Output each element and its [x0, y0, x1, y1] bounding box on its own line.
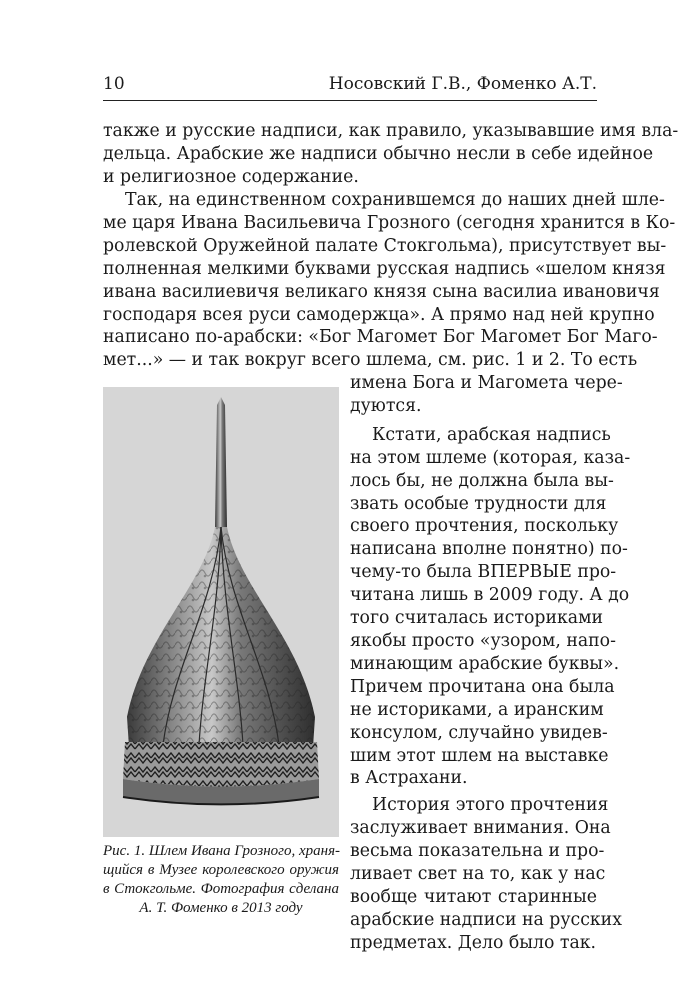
text-line: в Астрахани. [350, 768, 468, 789]
text-line: написано по-арабски: «Бог Магомет Бог Магомет Бог Маго- [103, 327, 658, 348]
text-line: вообще читают старинные [350, 886, 597, 907]
text-line: ролевской Оружейной палате Стокгольма), присутствует вы- [103, 235, 667, 256]
text-line: дельца. Арабские же надписи обычно несли в себе идейное [103, 143, 654, 164]
text-line: Так, на единственном сохранившемся до наших дней шле- [125, 190, 665, 210]
text-line: дуются. [350, 395, 422, 416]
text-line: написана вполне понятно) по- [350, 539, 628, 560]
text-line: ливает свет на то, как у нас [350, 864, 606, 885]
text-line: История этого прочтения [372, 795, 609, 816]
helmet-photo-icon [103, 387, 339, 837]
column-text [350, 372, 631, 955]
text-line: полненная мелкими буквами русская надпись «шелом князя [103, 258, 666, 279]
text-line: звать особые трудности для [350, 493, 607, 514]
text-line: заслуживает внимания. Она [350, 818, 611, 839]
helmet-figure [103, 387, 339, 837]
text-line: своего прочтения, поскольку [350, 516, 619, 537]
text-line: минающим арабские буквы». [350, 653, 620, 674]
text-line: мет...» — и так вокруг всего шлема, см. рис. 1 и 2. То есть [103, 350, 638, 371]
caption-line: Рис. 1. Шлем Ивана Грозного, храня- [103, 843, 341, 859]
text-line: читана лишь в 2009 году. А до [350, 585, 630, 606]
page-number: 10 [103, 74, 125, 94]
text-line: на этом шлеме (которая, каза- [350, 447, 631, 468]
figure-caption [103, 842, 339, 918]
text-line: также и русские надписи, как правило, указывавшие имя вла- [103, 121, 679, 141]
text-line: не историками, а иранским [350, 699, 604, 720]
text-line: чему-то была ВПЕРВЫЕ про- [350, 562, 617, 583]
paragraph-2 [103, 189, 676, 372]
text-line: ме царя Ивана Васильевича Грозного (сегодня хранится в Ко- [103, 212, 676, 233]
text-line: и религиозное содержание. [103, 166, 359, 187]
authors: Носовский Г.В., Фоменко А.Т. [328, 74, 597, 94]
text-line: того считалась историками [350, 608, 604, 629]
text-line: Кстати, арабская надпись [372, 424, 611, 445]
text-line: консулом, случайно увидев- [350, 722, 608, 743]
caption-line: А. Т. Фоменко в 2013 году [139, 900, 303, 916]
text-line: господаря всея руси самодержца». А прямо над ней крупно [103, 304, 655, 325]
caption-line: щийся в Музее королевского оружия [103, 862, 339, 878]
text-line: ивана василиевичя великаго князя сына василиа ивановичя [103, 281, 660, 302]
text-line: Причем прочитана она была [350, 676, 615, 697]
text-line: предметах. Дело было так. [350, 932, 597, 953]
running-header [103, 74, 597, 101]
caption-line: в Стокгольме. Фотография сделана [103, 881, 339, 897]
text-line: лось бы, не должна была вы- [350, 470, 614, 491]
text-line: весьма показательна и про- [350, 841, 605, 862]
text-line: якобы просто «узором, напо- [350, 630, 616, 651]
text-line: шим этот шлем на выставке [350, 745, 609, 766]
text-line: арабские надписи на русских [350, 909, 622, 930]
text-line: имена Бога и Магомета чере- [350, 373, 623, 393]
paragraph-1 [103, 120, 679, 189]
